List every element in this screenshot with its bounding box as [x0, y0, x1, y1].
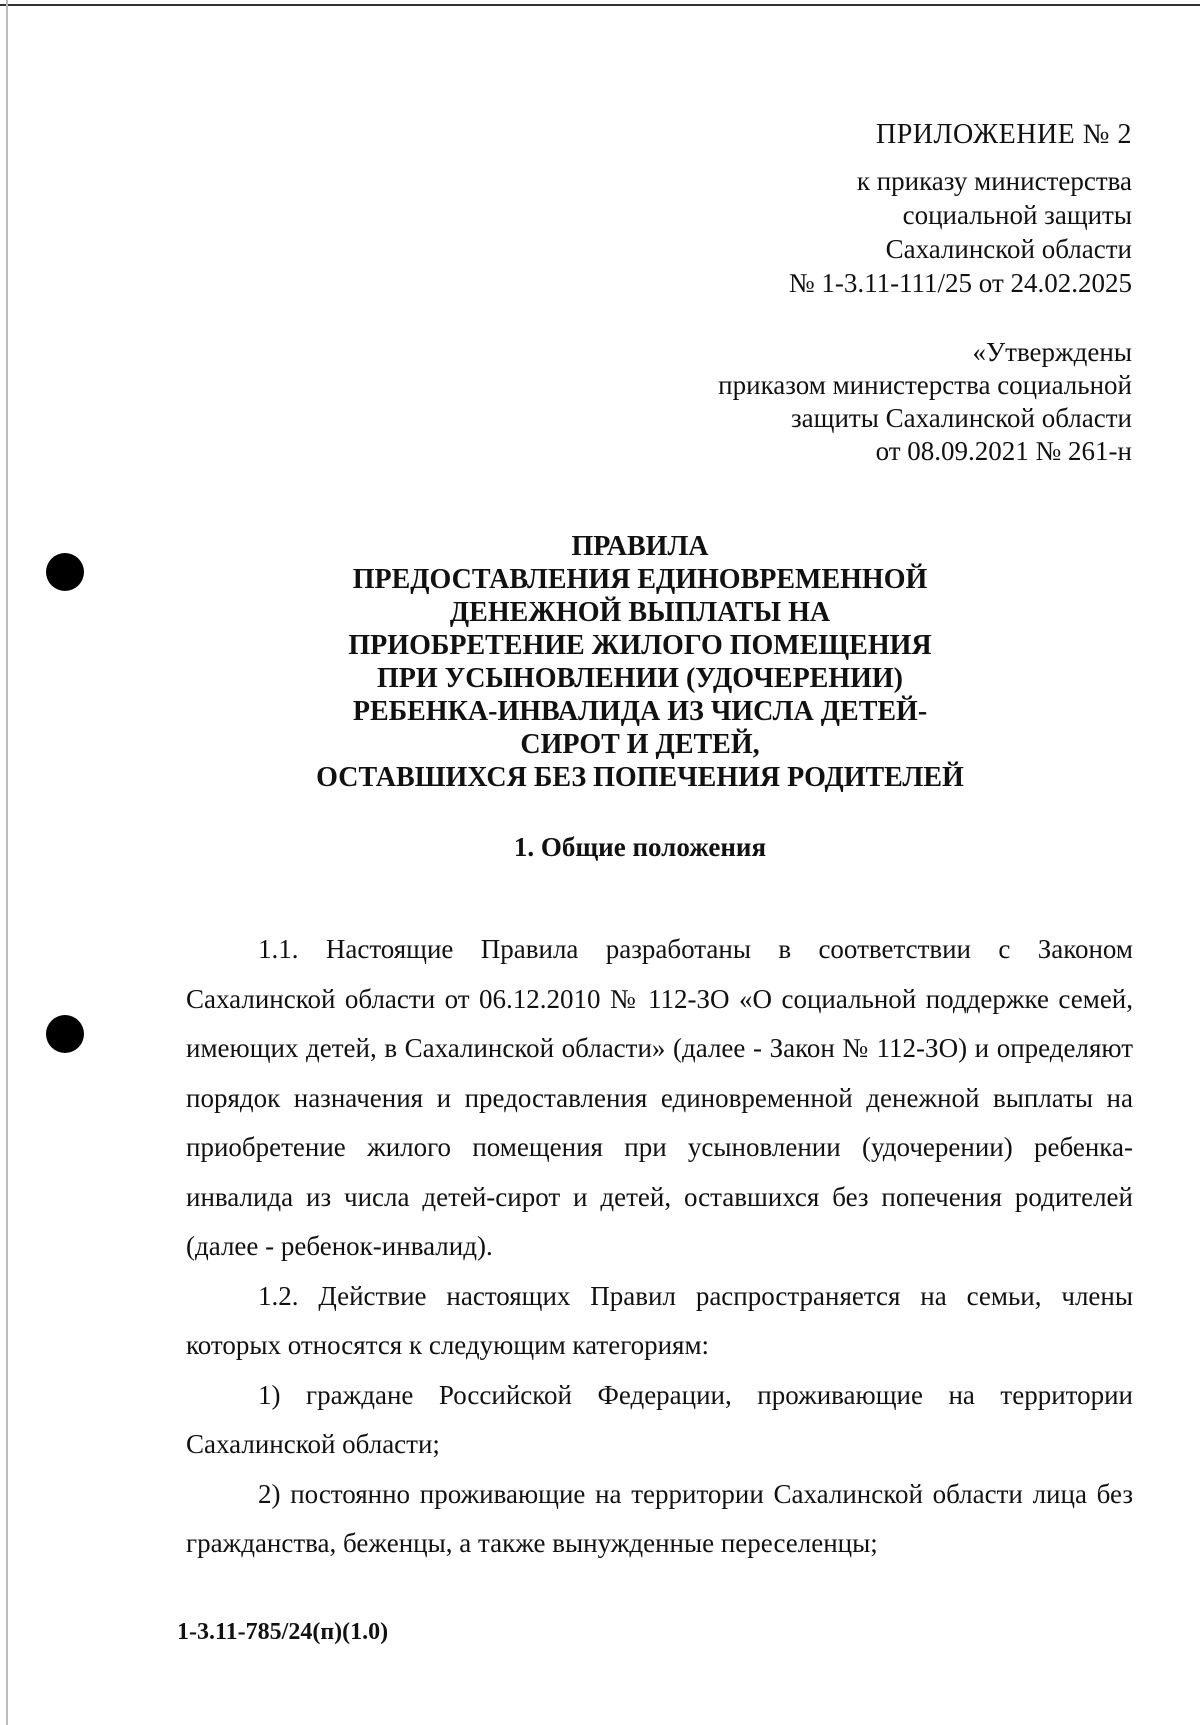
approved-line-4: от 08.09.2021 № 261-н — [875, 436, 1132, 466]
approved-line-3: защиты Сахалинской области — [791, 403, 1132, 433]
title-line: ПРИ УСЫНОВЛЕНИИ (УДОЧЕРЕНИИ) — [376, 663, 904, 694]
appendix-line-3: Сахалинской области — [885, 234, 1132, 264]
document-title — [300, 530, 980, 794]
title-line: СИРОТ И ДЕТЕЙ, — [520, 729, 760, 760]
paragraph-1-2: 1.2. Действие настоящих Правил распространяется на семьи, члены которых относятся к следующим категориям: — [186, 1280, 1133, 1360]
scan-edge-left — [6, 0, 8, 1725]
punch-hole-top — [46, 553, 84, 591]
appendix-header — [789, 118, 1132, 300]
section-body — [186, 925, 1133, 1569]
title-line: ПРАВИЛА — [571, 531, 709, 562]
punch-hole-bottom — [46, 1015, 84, 1053]
title-line: ОСТАВШИХСЯ БЕЗ ПОПЕЧЕНИЯ РОДИТЕЛЕЙ — [316, 762, 964, 793]
list-item-1: 1) граждане Российской Федерации, проживающие на территории Сахалинской области; — [186, 1379, 1133, 1459]
approval-stamp-text — [718, 336, 1132, 468]
scan-edge-top — [0, 4, 1200, 6]
paragraph-1-1: 1.1. Настоящие Правила разработаны в соответствии с Законом Сахалинской области от 06.12.2010 № 112-ЗО «О социальной поддержке семей, имеющих детей, в Сахалинской области» (далее - Закон № 112-ЗО) и определяют порядок назначения и предоставления единовременной денежной выплаты на приобретение жилого помещения при усыновлении (удочерении) ребенка-инвалида из числа детей-сирот и детей, оставшихся без попечения родителей (далее - ребенок-инвалид). — [186, 934, 1133, 1261]
appendix-line-1: к приказу министерства — [856, 166, 1132, 196]
appendix-title: ПРИЛОЖЕНИЕ № 2 — [876, 119, 1132, 150]
approved-line-2: приказом министерства социальной — [718, 370, 1132, 400]
approved-line-1: «Утверждены — [972, 337, 1132, 367]
title-line: ДЕНЕЖНОЙ ВЫПЛАТЫ НА — [449, 597, 831, 628]
document-code: 1-3.11-785/24(п)(1.0) — [177, 1619, 389, 1645]
title-line: ПРЕДОСТАВЛЕНИЯ ЕДИНОВРЕМЕННОЙ — [352, 564, 928, 595]
title-line: ПРИОБРЕТЕНИЕ ЖИЛОГО ПОМЕЩЕНИЯ — [348, 630, 932, 661]
title-line: РЕБЕНКА-ИНВАЛИДА ИЗ ЧИСЛА ДЕТЕЙ- — [352, 696, 928, 727]
list-item-2: 2) постоянно проживающие на территории Сахалинской области лица без гражданства, беженцы, а также вынужденные переселенцы; — [186, 1478, 1133, 1558]
appendix-line-4: № 1-3.11-111/25 от 24.02.2025 — [788, 268, 1132, 298]
section-heading: 1. Общие положения — [513, 832, 767, 862]
appendix-line-2: социальной защиты — [902, 200, 1132, 230]
